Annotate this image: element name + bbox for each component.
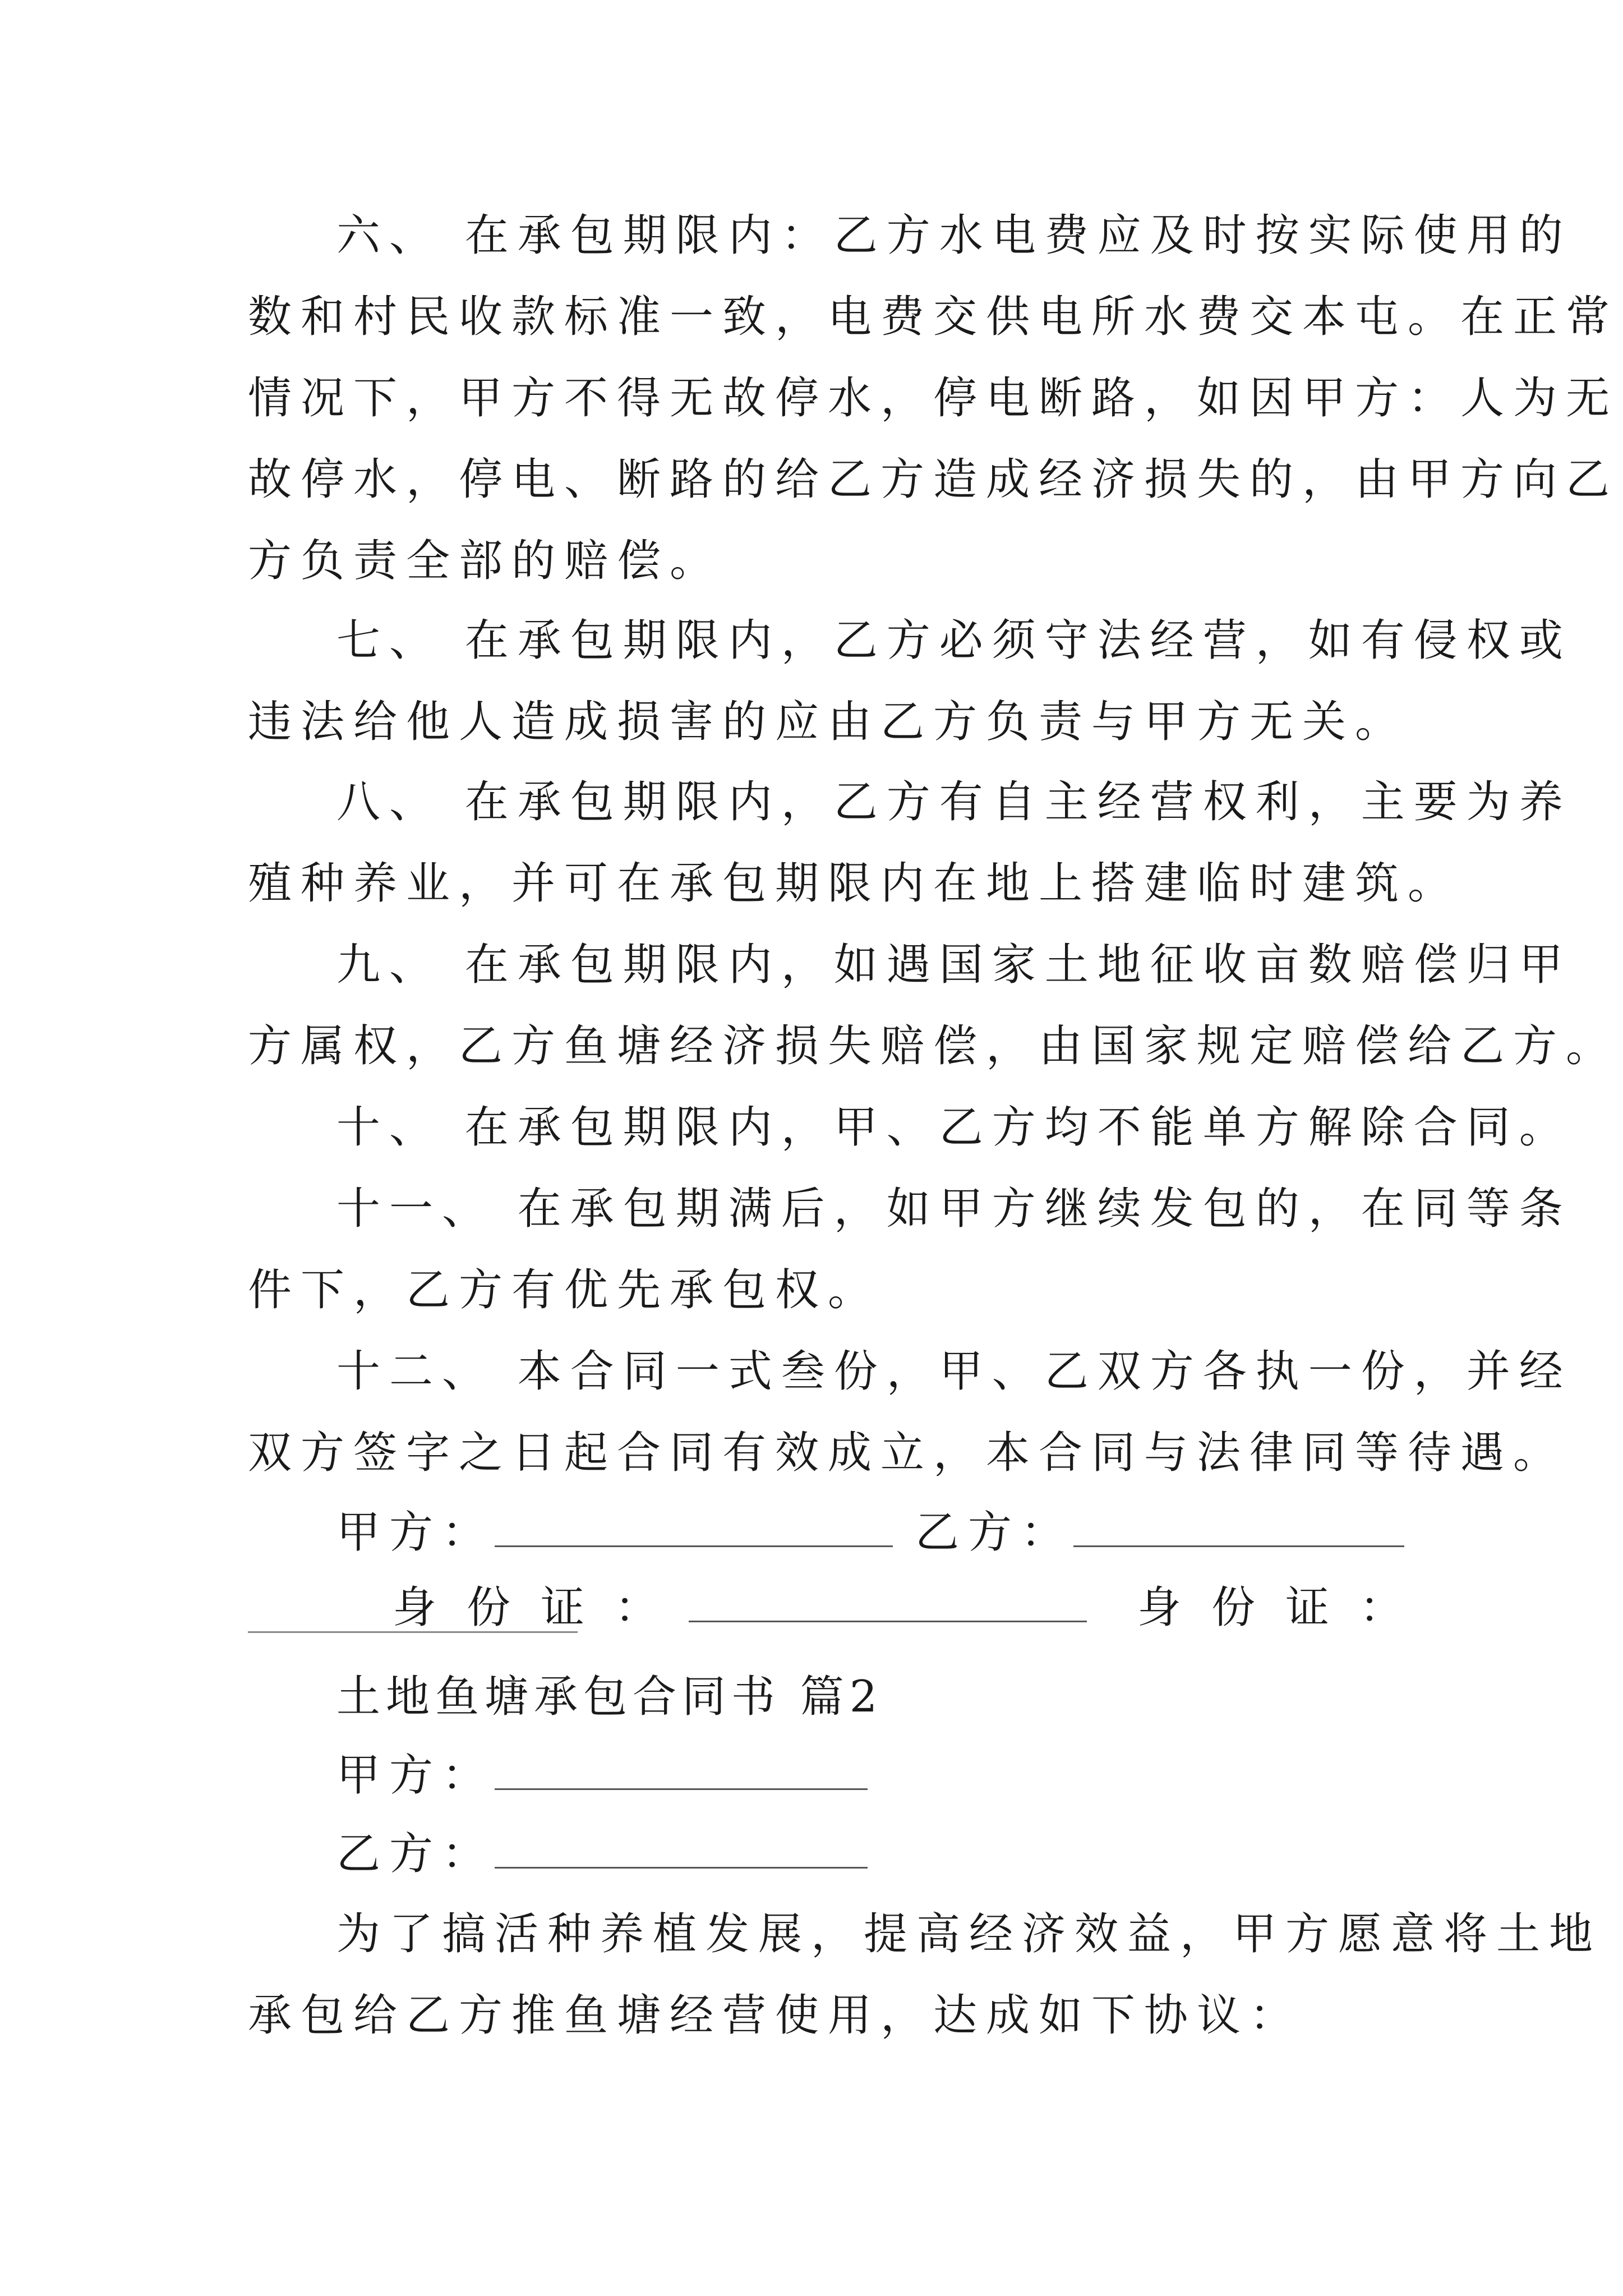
clause-11-line-1: 十一、 在承包期满后，如甲方继续发包的，在同等条 (336, 1184, 1572, 1234)
clause-8-line-2: 殖种养业，并可在承包期限内在地上搭建临时建筑。 (248, 858, 1461, 909)
id-card-row (393, 1580, 1433, 1636)
id-card-b-blank[interactable] (248, 1631, 578, 1633)
party-b-blank[interactable] (1073, 1506, 1404, 1547)
clause-11-line-2: 件下，乙方有优先承包权。 (248, 1265, 881, 1315)
clause-9-line-2: 方属权，乙方鱼塘经济损失赔偿，由国家规定赔偿给乙方。 (248, 1021, 1619, 1071)
id-card-a-label: 身份证： (393, 1582, 689, 1633)
clause-6-line-2: 数和村民收款标准一致，电费交供电所水费交本屯。在正常 (248, 292, 1619, 342)
clause-12-line-2: 双方签字之日起合同有效成立，本合同与法律同等待遇。 (248, 1428, 1566, 1478)
id-card-b-label: 身份证： (1137, 1582, 1434, 1633)
clause-12-line-1: 十二、 本合同一式叁份，甲、乙双方各执一份，并经 (336, 1346, 1572, 1397)
clause-8-line-1: 八、 在承包期限内，乙方有自主经营权利，主要为养 (336, 777, 1572, 827)
section-2-party-a-label: 甲方： (336, 1750, 495, 1801)
signature-row (336, 1504, 1404, 1561)
section-2-intro-line-2: 承包给乙方推鱼塘经营使用，达成如下协议： (248, 1990, 1303, 2041)
clause-6-line-4: 故停水，停电、断路的给乙方造成经济损失的，由甲方向乙 (248, 454, 1619, 505)
clause-6-line-3: 情况下，甲方不得无故停水，停电断路，如因甲方：人为无 (248, 373, 1619, 424)
clause-6-line-5: 方负责全部的赔偿。 (248, 536, 723, 586)
section-2-party-b-row (336, 1826, 868, 1882)
section-2-party-b-label: 乙方： (336, 1829, 495, 1879)
section-2-title: 土地鱼塘承包合同书 篇2 (336, 1672, 883, 1722)
clause-6-line-1: 六、 在承包期限内：乙方水电费应及时按实际使用的 (336, 210, 1572, 261)
id-card-a-blank[interactable] (689, 1581, 1087, 1622)
party-a-blank[interactable] (495, 1506, 893, 1547)
party-a-label: 甲方： (336, 1507, 495, 1558)
section-2-party-b-blank[interactable] (495, 1828, 868, 1869)
section-2-intro-line-1: 为了搞活种养植发展，提高经济效益，甲方愿意将土地 (336, 1909, 1602, 1959)
section-2-party-a-row (336, 1747, 868, 1803)
clause-7-line-1: 七、 在承包期限内，乙方必须守法经营，如有侵权或 (336, 615, 1572, 666)
section-2-party-a-blank[interactable] (495, 1749, 868, 1790)
clause-10-line-1: 十、 在承包期限内，甲、乙方均不能单方解除合同。 (336, 1102, 1572, 1153)
party-b-label: 乙方： (915, 1507, 1074, 1558)
clause-9-line-1: 九、 在承包期限内，如遇国家土地征收亩数赔偿归甲 (336, 940, 1572, 990)
clause-7-line-2: 违法给他人造成损害的应由乙方负责与甲方无关。 (248, 697, 1408, 747)
